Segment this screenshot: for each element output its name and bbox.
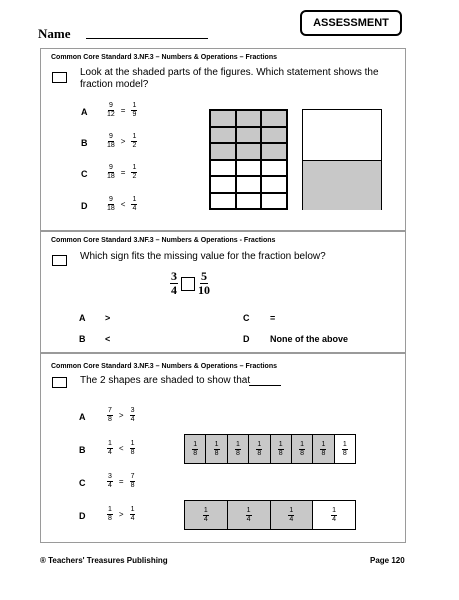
grid-cell [236,160,262,177]
unit-fraction-label [288,507,294,524]
fraction-numerator: 9 [108,164,113,171]
question-2-section [40,231,406,353]
fraction-denominator: 18 [107,205,115,212]
unit-fraction-label [235,441,241,458]
q2-option-d-text[interactable]: None of the above [270,334,349,344]
fraction-denominator: 18 [107,142,115,149]
fraction-numerator: 1 [214,440,219,448]
q1-answer-checkbox[interactable] [52,72,67,83]
eighths-fraction-bar [184,434,356,464]
fraction-denominator: 9 [132,111,137,118]
comparison-sign: > [118,510,124,519]
fraction-numerator: 1 [257,440,262,448]
q2-answer-checkbox[interactable] [52,255,67,266]
grid-cell [261,160,287,177]
fraction-denominator: 4 [203,515,208,523]
fraction-denominator: 4 [108,449,112,456]
q1-option-a-expression[interactable] [107,102,137,119]
q2-option-c-letter[interactable]: C [243,313,250,323]
fraction-denominator: 18 [107,173,115,180]
fourths-bar-part [313,501,355,529]
fraction-numerator: 7 [130,473,135,480]
unit-fraction-label [192,441,198,458]
unit-fraction-label [246,507,252,524]
grid-cell [210,176,236,193]
q3-answer-checkbox[interactable] [52,377,67,388]
fraction-denominator: 8 [108,515,112,522]
eighths-bar-shaded-part [228,435,249,463]
fraction-denominator: 4 [332,515,337,523]
unshaded-half [303,110,381,161]
q2-option-b-letter[interactable]: B [79,334,86,344]
fraction-denominator: 8 [321,449,326,457]
q3-option-b-letter[interactable]: B [79,445,86,455]
fraction-denominator: 8 [214,449,219,457]
fraction-numerator: 3 [108,473,112,480]
fraction-numerator: 5 [201,269,207,283]
q3-option-b-expression[interactable] [107,440,135,457]
fraction-denominator: 4 [130,515,135,522]
q2-standard: Common Core Standard 3.NF.3 – Numbers & Operations - Fractions [51,237,276,244]
fraction-numerator: 1 [108,506,112,513]
name-line [86,38,208,39]
comparison-sign: < [118,444,124,453]
q1-question-line-2: fraction model? [80,79,149,90]
fraction-numerator: 1 [278,440,283,448]
fraction-numerator: 9 [108,196,113,203]
fraction-denominator: 8 [235,449,240,457]
fraction-numerator: 1 [235,440,240,448]
name-label: Name [38,26,71,41]
shaded-grid-cell [210,110,236,127]
unit-fraction-label [278,441,284,458]
shaded-grid-cell [261,110,287,127]
q2-option-d-letter[interactable]: D [243,334,250,344]
q2-fraction-comparison [170,270,210,297]
fraction-denominator: 4 [171,283,177,297]
fraction-numerator: 1 [132,133,137,140]
fraction-denominator: 2 [132,173,137,180]
shaded-grid-cell [261,127,287,144]
grid-cell [261,193,287,210]
eighteenths-grid-model [209,109,288,210]
fraction-numerator: 1 [193,440,198,448]
fraction-denominator: 4 [108,482,112,489]
fraction-denominator: 8 [130,449,135,456]
publisher-credit: ® Teachers' Treasures Publishing [40,556,168,565]
fraction-denominator: 4 [246,515,251,523]
fraction-denominator: 8 [108,416,112,423]
q1-option-d-letter[interactable]: D [81,201,88,211]
unit-fraction-label [331,507,337,524]
fraction-numerator: 1 [108,440,112,447]
q3-answer-blank[interactable] [249,385,281,386]
shaded-grid-cell [261,143,287,160]
fraction-numerator: 1 [132,102,137,109]
eighths-bar-part [335,435,355,463]
q1-option-a-letter[interactable]: A [81,107,88,117]
fraction-denominator: 8 [193,449,198,457]
q3-standard: Common Core Standard 3.NF.3 – Numbers & Operations – Fractions [51,363,277,370]
fraction-denominator: 12 [107,111,115,118]
fraction-numerator: 1 [132,164,137,171]
fraction-numerator: 1 [342,440,347,448]
unit-fraction-label [203,507,209,524]
fourths-bar-shaded-part [228,501,271,529]
grid-cell [261,176,287,193]
q3-option-c-letter[interactable]: C [79,478,86,488]
fraction-numerator: 1 [130,506,135,513]
eighths-bar-shaded-part [271,435,292,463]
fraction-numerator: 1 [321,440,326,448]
fraction-denominator: 8 [257,449,262,457]
grid-cell [210,160,236,177]
fourths-bar-shaded-part [185,501,228,529]
fraction-denominator: 2 [132,142,137,149]
shaded-grid-cell [210,143,236,160]
fraction-numerator: 1 [289,506,294,514]
comparison-sign: < [120,200,126,209]
fraction-numerator: 1 [246,506,251,514]
unit-fraction-label [256,441,262,458]
grid-cell [236,193,262,210]
eighths-bar-shaded-part [292,435,313,463]
fraction-numerator: 1 [300,440,305,448]
q2-option-a-text[interactable]: > [105,313,111,323]
fraction-numerator: 9 [108,102,113,109]
q2-option-c-text[interactable]: = [270,313,276,323]
q3-question: The 2 shapes are shaded to show that [80,375,251,386]
eighths-bar-shaded-part [206,435,227,463]
comparison-sign: > [118,411,124,420]
q1-option-c-expression[interactable] [107,164,137,181]
fourths-fraction-bar [184,500,356,530]
grid-cell [236,176,262,193]
q3-option-a-letter[interactable]: A [79,412,86,422]
fraction-numerator: 1 [332,506,337,514]
eighths-bar-shaded-part [313,435,334,463]
fraction-numerator: 3 [130,407,135,414]
fraction-denominator: 4 [289,515,294,523]
shaded-grid-cell [236,143,262,160]
fourths-bar-shaded-part [271,501,314,529]
fraction-numerator: 3 [171,269,177,283]
halves-rectangle-model [302,109,382,210]
comparison-sign: > [120,137,126,146]
fraction-numerator: 1 [132,196,137,203]
q1-option-d-expression[interactable] [107,196,137,213]
comparison-sign: = [120,168,126,177]
fraction-denominator: 4 [130,416,135,423]
q3-option-c-expression[interactable] [107,473,135,490]
fraction-numerator: 9 [108,133,113,140]
fraction-denominator: 8 [300,449,305,457]
q1-option-b-letter[interactable]: B [81,138,88,148]
fraction-numerator: 1 [130,440,135,447]
q3-option-a-expression[interactable] [107,407,135,424]
missing-sign-box[interactable] [181,277,195,291]
q1-option-c-letter[interactable]: C [81,169,88,179]
shaded-grid-cell [210,127,236,144]
unit-fraction-label [299,441,305,458]
unit-fraction-label [320,441,326,458]
eighths-bar-shaded-part [185,435,206,463]
q2-question: Which sign fits the missing value for the fraction below? [80,251,326,262]
comparison-sign: = [120,106,126,115]
eighths-bar-shaded-part [249,435,270,463]
shaded-half [303,161,381,210]
unit-fraction-label [342,441,348,458]
q3-option-d-expression[interactable] [107,506,135,523]
fraction-denominator: 8 [342,449,347,457]
fraction-denominator: 4 [132,205,137,212]
unit-fraction-label [214,441,220,458]
q2-option-b-text[interactable]: < [105,334,111,344]
shaded-grid-cell [236,110,262,127]
assessment-badge: ASSESSMENT [300,10,402,36]
fraction-numerator: 1 [203,506,208,514]
page-number: Page 120 [370,556,405,565]
fraction-denominator: 8 [278,449,283,457]
q1-option-b-expression[interactable] [107,133,137,150]
q3-option-d-letter[interactable]: D [79,511,86,521]
fraction-denominator: 10 [198,283,210,297]
grid-cell [210,193,236,210]
shaded-grid-cell [236,127,262,144]
comparison-sign: = [118,477,124,486]
q1-standard: Common Core Standard 3.NF.3 – Numbers & Operations – Fractions [51,54,277,61]
fraction-numerator: 7 [108,407,112,414]
q2-option-a-letter[interactable]: A [79,313,86,323]
fraction-denominator: 8 [130,482,135,489]
q1-question-line-1: Look at the shaded parts of the figures. Which statement shows the [80,67,379,78]
